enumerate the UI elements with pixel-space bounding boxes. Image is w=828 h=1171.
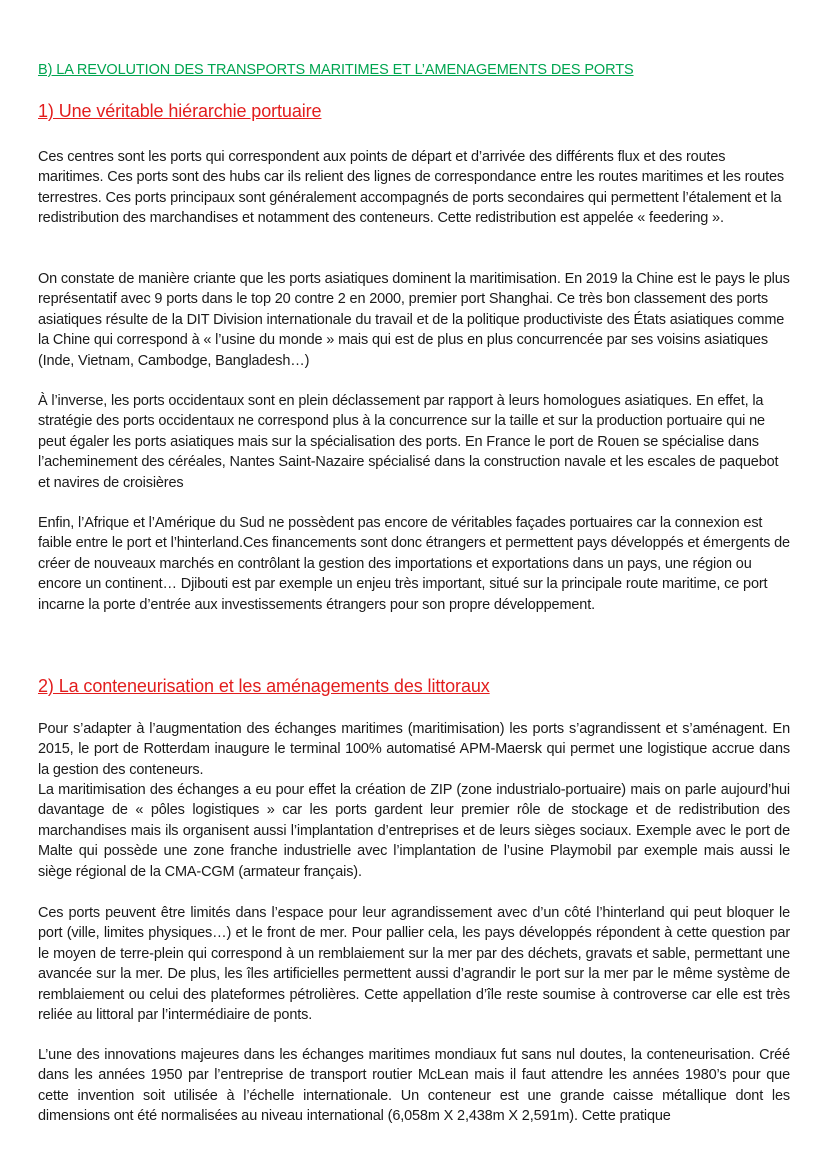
section-2-paragraph-2: La maritimisation des échanges a eu pour effet la création de ZIP (zone industrialo-portuaire) mais on parle aujourd’hui davantage de « pôles logistiques » car les ports gardent leur premier rôle de stockage et de redistribution des marchandises mais ils organisent aussi l’implantation d’entreprises et de leurs sièges sociaux. Exemple avec le port de Malte qui possède une zone franche industrielle avec l’implantation de l’usine Playmobil par exemple mais aussi le siège régional de la CMA-CGM (armateur français). [38,782,790,880]
section-2-title: 2) La conteneurisation et les aménagements des littoraux [38,676,490,696]
section-2-paragraph-3: Ces ports peuvent être limités dans l’espace pour leur agrandissement avec d’un côté l’hinterland qui peut bloquer le port (ville, limites physiques…) et le front de mer. Pour pallier cela, les pays développés répondent à cette question par le moyen de terre-plein qui correspond à un remblaiement sur la mer par des déchets, gravats et sable, permettant une avancée sur la mer. De plus, les îles artificielles permettent aussi d’agrandir le port sur la mer par le même système de remblaiement ou celui des plateformes pétrolières. Cette appellation d’île reste soumise à controverse car elle est très reliée au littoral par l’intermédiaire de ponts. [38,905,790,1024]
section-2-paragraph-1: Pour s’adapter à l’augmentation des échanges maritimes (maritimisation) les ports s’agrandissent et s’aménagent. En 2015, le port de Rotterdam inaugure le terminal 100% automatisé APM-Maersk qui permet une logistique accrue dans la gestion des conteneurs. [38,721,790,778]
section-1-paragraph-2: On constate de manière criante que les ports asiatiques dominent la maritimisation. En 2019 la Chine est le pays le plus représentatif avec 9 ports dans le top 20 contre 2 en 2000, premier port Shanghai. Ce très bon classement des ports asiatiques résulte de la DIT Division internationale du travail et de la politique productiviste des États asiatiques comme la Chine qui correspond à « l’usine du monde » mais qui est de plus en plus concurrencée par ses voisins asiatiques (Inde, Vietnam, Cambodge, Bangladesh…) [38,271,790,369]
section-1-paragraph-1: Ces centres sont les ports qui correspondent aux points de départ et d’arrivée des différents flux et des routes maritimes. Ces ports sont des hubs car ils relient des lignes de correspondance entre les routes maritimes et les routes terrestres. Ces ports principaux sont généralement accompagnés de ports secondaires qui permettent l’étalement et la redistribution des marchandises et notamment des conteneurs. Cette redistribution est appelée « feedering ». [38,149,785,227]
section-1-paragraph-4: Enfin, l’Afrique et l’Amérique du Sud ne possèdent pas encore de véritables façades portuaires car la connexion est faible entre le port et l’hinterland.Ces financements sont donc étrangers et permettent pays développés et émergents de créer de nouveaux marchés en contrôlant la gestion des importations et exportations dans un pays, une région ou encore un continent… Djibouti est par exemple un enjeu très important, situé sur la principale route maritime, ce port incarne la porte d’entrée aux investissements étrangers pour son propre développement. [38,515,790,613]
section-2-paragraph-4: L’une des innovations majeures dans les échanges maritimes mondiaux fut sans nul doutes, la conteneurisation. Créé dans les années 1950 par l’entreprise de transport routier McLean mais il faut attendre les années 1980’s pour que cette invention soit utilisée à l’échelle internationale. Un conteneur est une grande caisse métallique dont les dimensions ont été normalisées au niveau international (6,058m X 2,438m X 2,591m). Cette pratique [38,1047,790,1125]
section-1-title: 1) Une véritable hiérarchie portuaire [38,101,322,121]
part-title: B) LA REVOLUTION DES TRANSPORTS MARITIMES ET L’AMENAGEMENTS DES PORTS [38,62,634,78]
section-1-paragraph-3: À l’inverse, les ports occidentaux sont en plein déclassement par rapport à leurs homologues asiatiques. En effet, la stratégie des ports occidentaux ne correspond plus à la concurrence sur la taille et sur la production portuaire qui ne peut égaler les ports asiatiques mais sur la spécialisation des ports. En France le port de Rouen se spécialise dans l’acheminement des céréales, Nantes Saint-Nazaire spécialisé dans la construction navale et les escales de paquebot et navires de croisières [38,393,779,491]
